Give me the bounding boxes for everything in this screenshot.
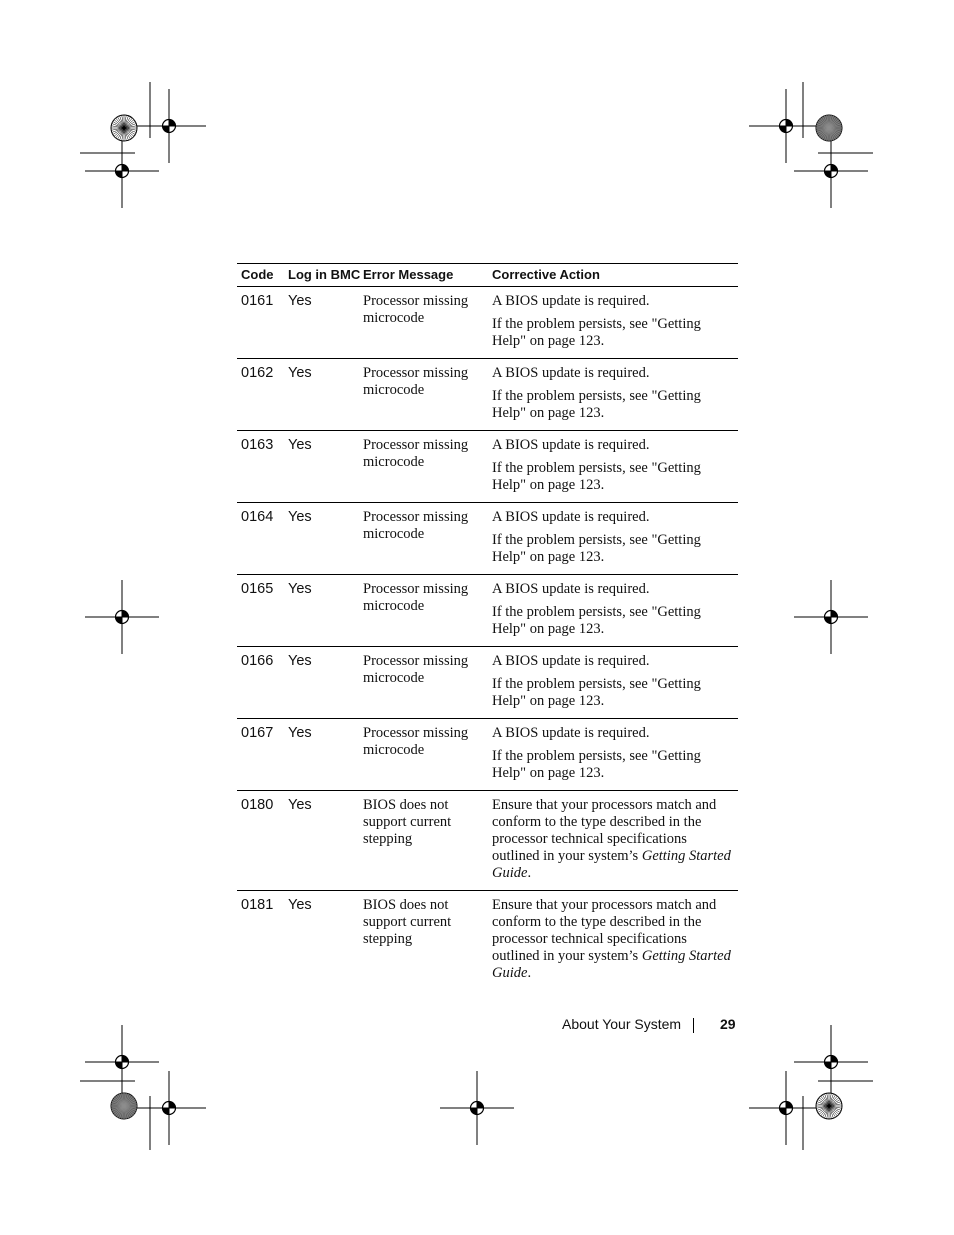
action-line: A BIOS update is required. <box>492 581 650 597</box>
registration-crosshair-icon <box>794 1025 868 1099</box>
cell-log: Yes <box>284 719 359 791</box>
action-line: A BIOS update is required. <box>492 509 650 525</box>
footer-divider <box>693 1018 694 1033</box>
registration-crosshair-icon <box>85 134 159 208</box>
cell-message: Processor missing microcode <box>359 575 488 647</box>
action-line: A BIOS update is required. <box>492 365 650 381</box>
cell-action <box>488 891 738 991</box>
registration-crosshair-icon <box>132 89 206 163</box>
cell-action <box>488 647 738 719</box>
cell-code: 0181 <box>241 897 274 913</box>
header-corrective-action: Corrective Action <box>488 264 738 287</box>
action-suffix: . <box>527 865 532 881</box>
registration-crosshair-icon <box>440 1071 514 1145</box>
registration-crosshair-icon <box>749 89 823 163</box>
action-line: A BIOS update is required. <box>492 293 650 309</box>
cell-action <box>488 287 738 359</box>
table-row <box>237 791 738 891</box>
registration-crosshair-icon <box>85 580 159 654</box>
action-text: Ensure that your processors match and conform to the type described in the processor technical specifications outlined in your system’s <box>492 797 717 864</box>
cell-log: Yes <box>284 647 359 719</box>
cell-action <box>488 431 738 503</box>
cell-code: 0166 <box>237 647 284 719</box>
table-row <box>237 575 738 647</box>
cell-message: Processor missing microcode <box>359 431 488 503</box>
guide-title: Getting Started Guide <box>492 948 731 981</box>
cell-log: Yes <box>284 575 359 647</box>
table-row <box>237 359 738 431</box>
cell-message: Processor missing microcode <box>359 647 488 719</box>
cell-code: 0163 <box>237 431 284 503</box>
table-row <box>237 647 738 719</box>
cell-message: BIOS does not support current stepping <box>359 791 488 891</box>
cell-action <box>488 719 738 791</box>
action-line: If the problem persists, see "Getting Help" on page 123. <box>492 316 701 349</box>
cell-log: Yes <box>284 431 359 503</box>
cell-log: Yes <box>288 897 312 913</box>
cell-action <box>488 575 738 647</box>
action-line: If the problem persists, see "Getting Help" on page 123. <box>492 676 701 709</box>
cell-log: Yes <box>284 791 359 891</box>
footer-section-title: About Your System <box>562 1016 682 1032</box>
action-text: Ensure that your processors match and conform to the type described in the processor technical specifications outlined in your system’s <box>492 897 717 964</box>
cell-code: 0165 <box>237 575 284 647</box>
cell-code: 0180 <box>237 791 284 891</box>
action-line: A BIOS update is required. <box>492 725 650 741</box>
starburst-icon <box>816 1093 842 1119</box>
registration-crosshair-icon <box>794 580 868 654</box>
cell-action <box>488 359 738 431</box>
table-header-row <box>237 264 738 287</box>
error-codes-table <box>237 263 738 990</box>
cell-code: 0164 <box>237 503 284 575</box>
cell-code: 0162 <box>237 359 284 431</box>
cell-message: Processor missing microcode <box>359 719 488 791</box>
action-line: If the problem persists, see "Getting Help" on page 123. <box>492 748 701 781</box>
footer-page-number: 29 <box>720 1016 736 1032</box>
cell-log: Yes <box>284 503 359 575</box>
cell-log: Yes <box>284 287 359 359</box>
action-line: If the problem persists, see "Getting Help" on page 123. <box>492 604 701 637</box>
table-row <box>237 891 738 991</box>
cell-code: 0161 <box>237 287 284 359</box>
action-line: A BIOS update is required. <box>492 437 650 453</box>
cell-message: BIOS does not support current stepping <box>363 897 452 947</box>
table-row <box>237 287 738 359</box>
page-footer <box>540 1014 738 1036</box>
header-log-in-bmc: Log in BMC <box>284 264 359 287</box>
action-line: If the problem persists, see "Getting Help" on page 123. <box>492 532 701 565</box>
action-line: If the problem persists, see "Getting Help" on page 123. <box>492 460 701 493</box>
cell-action <box>488 503 738 575</box>
starburst-icon <box>816 115 842 141</box>
header-code: Code <box>237 264 284 287</box>
starburst-icon <box>111 1093 137 1119</box>
cell-message: Processor missing microcode <box>359 359 488 431</box>
table-row <box>237 503 738 575</box>
action-line: A BIOS update is required. <box>492 653 650 669</box>
action-suffix: . <box>527 965 532 981</box>
registration-crosshair-icon <box>132 1071 206 1145</box>
action-line: If the problem persists, see "Getting Help" on page 123. <box>492 388 701 421</box>
table-row <box>237 431 738 503</box>
registration-crosshair-icon <box>749 1071 823 1145</box>
guide-title: Getting Started Guide <box>492 848 731 881</box>
registration-crosshair-icon <box>85 1025 159 1099</box>
registration-crosshair-icon <box>794 134 868 208</box>
cell-message: Processor missing microcode <box>359 287 488 359</box>
cell-action <box>488 791 738 891</box>
cell-log: Yes <box>284 359 359 431</box>
cell-code: 0167 <box>237 719 284 791</box>
header-error-message: Error Message <box>359 264 488 287</box>
table-row <box>237 719 738 791</box>
cell-message: Processor missing microcode <box>359 503 488 575</box>
starburst-icon <box>111 115 137 141</box>
